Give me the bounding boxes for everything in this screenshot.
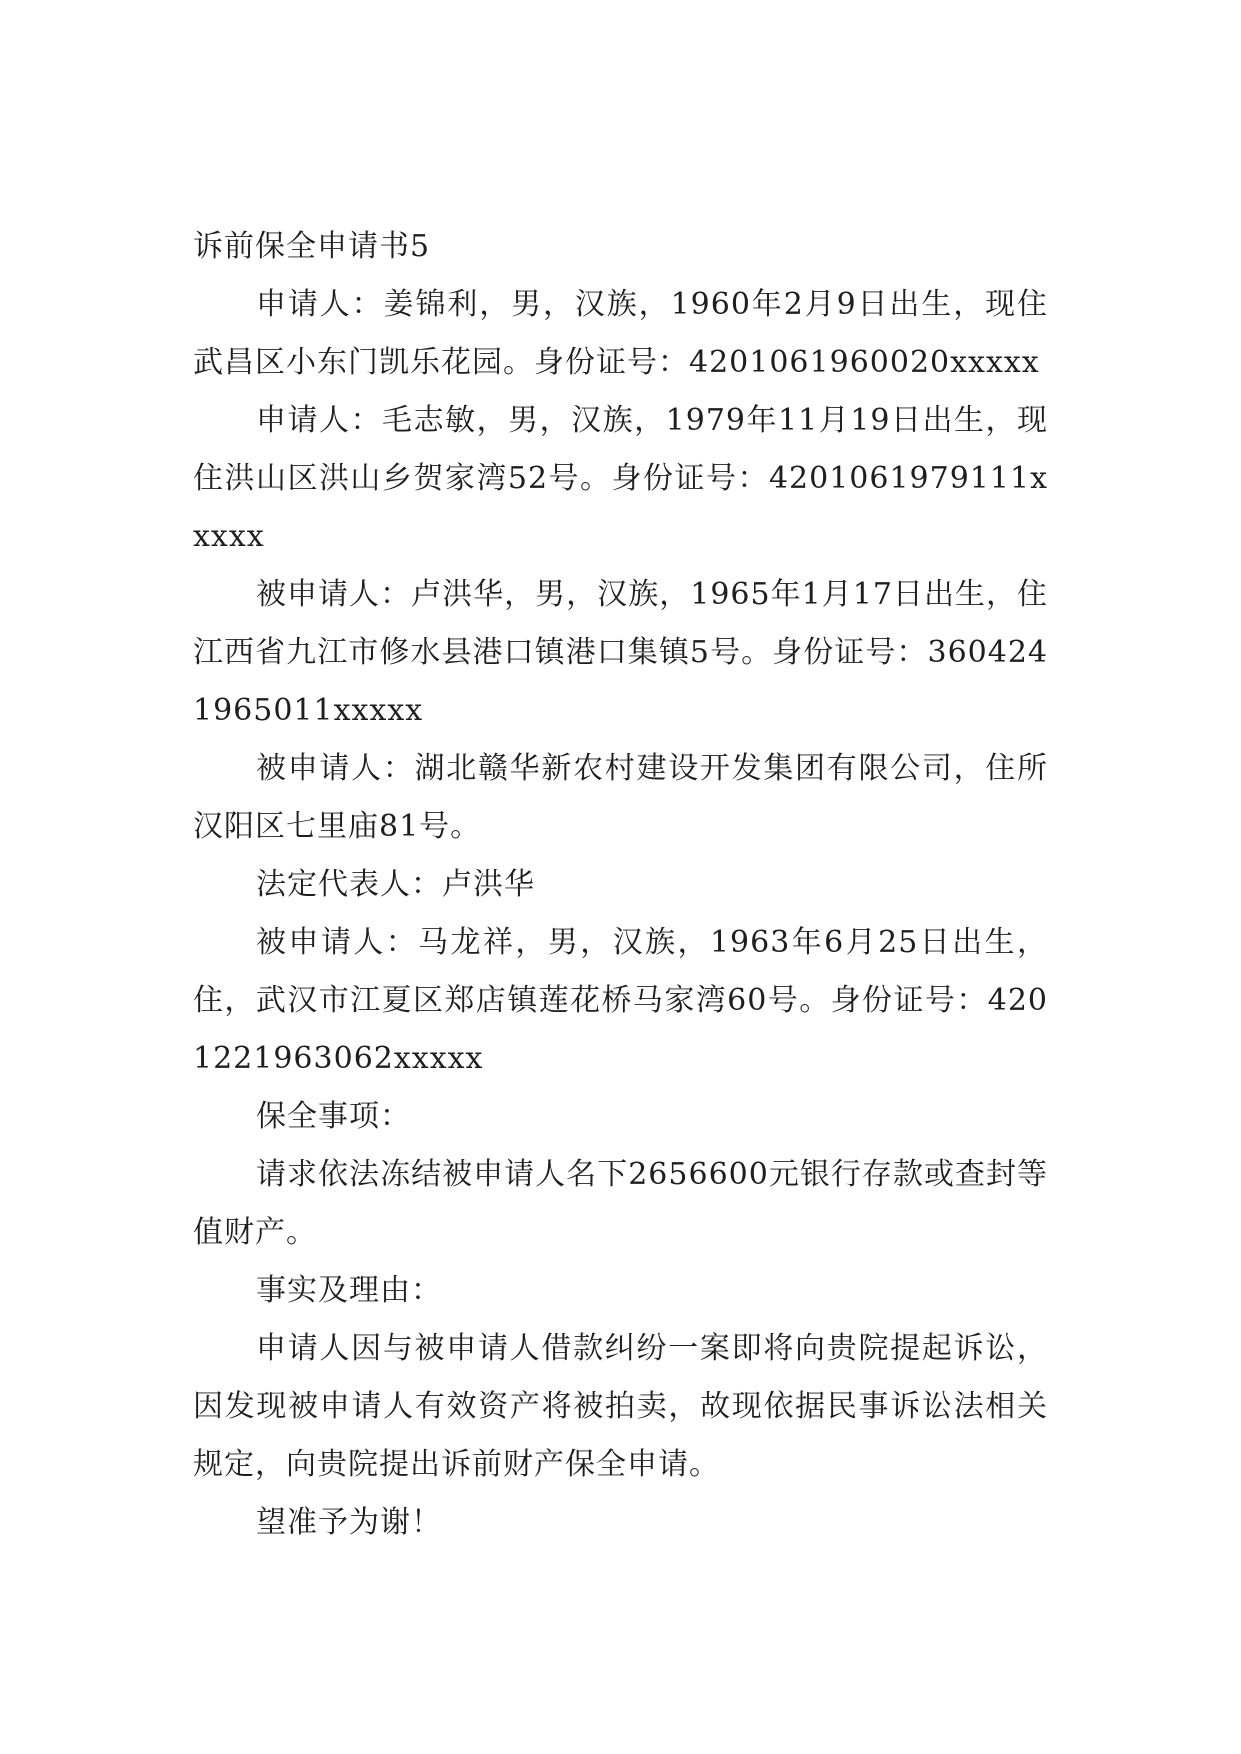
closing-paragraph: 望准予为谢！	[256, 1505, 442, 1540]
document-title: 诉前保全申请书5	[193, 229, 431, 264]
applicant-2-paragraph: 申请人：毛志敏，男，汉族，1979年11月19日出生，现住洪山区洪山乡贺家湾52号。身份证号：4201061979111xxxxx	[193, 403, 1048, 554]
facts-and-reasons-heading: 事实及理由：	[256, 1273, 442, 1308]
facts-and-reasons-paragraph: 申请人因与被申请人借款纠纷一案即将向贵院提起诉讼，因发现被申请人有效资产将被拍卖，故现依据民事诉讼法相关规定，向贵院提出诉前财产保全申请。	[193, 1331, 1048, 1482]
respondent-3-paragraph: 被申请人：马龙祥，男，汉族，1963年6月25日出生，住，武汉市江夏区郑店镇莲花桥马家湾60号。身份证号：4201221963062xxxxx	[193, 925, 1048, 1076]
legal-representative-paragraph: 法定代表人：卢洪华	[256, 867, 535, 902]
preservation-matters-heading: 保全事项：	[256, 1099, 411, 1134]
preservation-request-paragraph: 请求依法冻结被申请人名下2656600元银行存款或查封等值财产。	[193, 1157, 1048, 1250]
respondent-2-paragraph: 被申请人：湖北赣华新农村建设开发集团有限公司，住所汉阳区七里庙81号。	[193, 751, 1048, 844]
respondent-1-paragraph: 被申请人：卢洪华，男，汉族，1965年1月17日出生，住江西省九江市修水县港口镇港口集镇5号。身份证号：3604241965011xxxxx	[193, 577, 1048, 728]
document-body	[193, 218, 1048, 1552]
applicant-1-paragraph: 申请人：姜锦利，男，汉族，1960年2月9日出生，现住武昌区小东门凯乐花园。身份证号：4201061960020xxxxx	[193, 287, 1048, 380]
